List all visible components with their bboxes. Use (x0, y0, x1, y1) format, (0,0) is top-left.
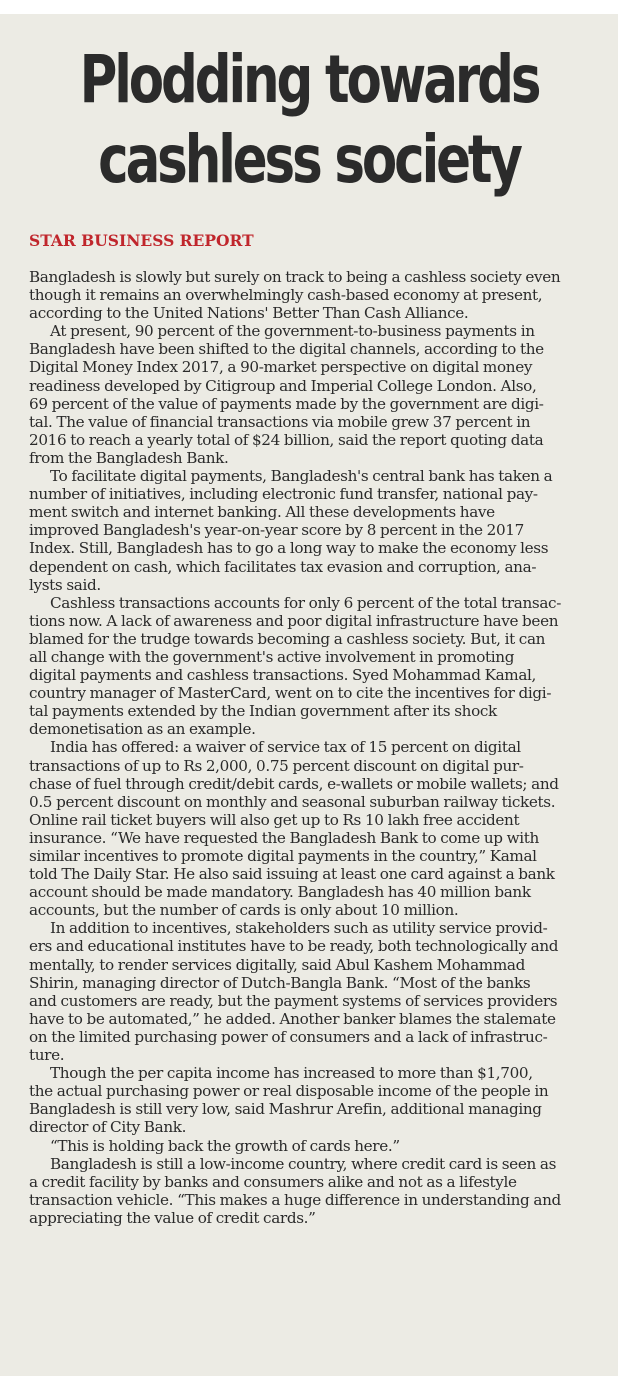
body-text-line: transactions of up to Rs 2,000, 0.75 percent discount on digital pur- (29, 756, 524, 775)
body-text-line: ment switch and internet banking. All these developments have (29, 503, 495, 522)
headline (68, 40, 550, 200)
body-text-line: on the limited purchasing power of consumers and a lack of infrastruc- (29, 1027, 548, 1046)
body-text-line: tions now. A lack of awareness and poor digital infrastructure have been (29, 611, 559, 630)
paragraph-first-line: “This is holding back the growth of cards here.” (50, 1136, 400, 1155)
body-text-line: accounts, but the number of cards is only about 10 million. (29, 901, 459, 920)
body-text-line: Bangladesh have been shifted to the digital channels, according to the (29, 340, 544, 359)
body-text-line: blamed for the trudge towards becoming a cashless society. But, it can (29, 629, 546, 648)
body-text-line: lysts said. (29, 575, 101, 594)
body-text-line: tal. The value of financial transactions via mobile grew 37 percent in (29, 412, 531, 431)
body-text-line: improved Bangladesh's year-on-year score by 8 percent in the 2017 (29, 521, 524, 540)
paragraph-first-line: In addition to incentives, stakeholders such as utility service provid- (50, 919, 548, 938)
body-text-line: Shirin, managing director of Dutch-Bangla Bank. “Most of the banks (29, 973, 531, 992)
body-text-line: ture. (29, 1046, 65, 1065)
body-text-line: transaction vehicle. “This makes a huge difference in understanding and (29, 1190, 561, 1209)
body-text-line: number of initiatives, including electronic fund transfer, national pay- (29, 485, 538, 504)
body-text-line: 0.5 percent discount on monthly and seasonal suburban railway tickets. (29, 792, 556, 811)
body-text-line: have to be automated,” he added. Another banker blames the stalemate (29, 1009, 556, 1028)
body-text-line: Index. Still, Bangladesh has to go a long way to make the economy less (29, 539, 549, 558)
body-text-line: chase of fuel through credit/debit cards, e-wallets or mobile wallets; and (29, 774, 559, 793)
body-text-line: country manager of MasterCard, went on to cite the incentives for digi- (29, 684, 552, 703)
article-body (29, 268, 589, 1227)
paragraph-first-line: Bangladesh is still a low-income country, where credit card is seen as (50, 1154, 557, 1173)
paragraph-first-line: To facilitate digital payments, Bangladesh's central bank has taken a (50, 467, 553, 486)
body-text-line: 69 percent of the value of payments made by the government are digi- (29, 394, 544, 413)
body-text-line: a credit facility by banks and consumers alike and not as a lifestyle (29, 1172, 517, 1191)
body-text-line: mentally, to render services digitally, said Abul Kashem Mohammad (29, 955, 525, 974)
page-margin (618, 0, 628, 1376)
body-text-line: Bangladesh is still very low, said Mashrur Arefin, additional managing (29, 1100, 542, 1119)
body-text-line: Bangladesh is slowly but surely on track to being a cashless society even (29, 268, 561, 286)
body-text-line: readiness developed by Citigroup and Imperial College London. Also, (29, 376, 537, 395)
body-text-line: tal payments extended by the Indian government after its shock (29, 702, 497, 721)
body-text-line: though it remains an overwhelmingly cash-based economy at present, (29, 286, 543, 305)
paragraph-first-line: Though the per capita income has increased to more than $1,700, (50, 1064, 533, 1083)
paragraph-first-line: At present, 90 percent of the government-to-business payments in (50, 322, 535, 341)
body-text-line: account should be made mandatory. Bangladesh has 40 million bank (29, 883, 531, 902)
byline: STAR BUSINESS REPORT (29, 231, 254, 250)
body-text-line: digital payments and cashless transactions. Syed Mohammad Kamal, (29, 666, 537, 685)
body-text-line: appreciating the value of credit cards.” (29, 1208, 316, 1227)
body-text-line: director of City Bank. (29, 1118, 187, 1137)
headline-line: Plodding towards (79, 41, 539, 118)
body-text-line: the actual purchasing power or real disposable income of the people in (29, 1082, 549, 1101)
body-text-line: from the Bangladesh Bank. (29, 448, 229, 467)
body-text-line: and customers are ready, but the payment systems of services providers (29, 991, 558, 1010)
body-text-line: according to the United Nations' Better Than Cash Alliance. (29, 304, 469, 323)
paragraph-first-line: Cashless transactions accounts for only 6 percent of the total transac- (50, 593, 561, 612)
body-text-line: dependent on cash, which facilitates tax evasion and corruption, ana- (29, 557, 537, 576)
body-text-line: told The Daily Star. He also said issuing at least one card against a bank (29, 865, 555, 884)
body-text-line: Digital Money Index 2017, a 90-market perspective on digital money (29, 358, 533, 377)
body-text-line: 2016 to reach a yearly total of $24 billion, said the report quoting data (29, 430, 544, 449)
headline-line: cashless society (98, 121, 520, 198)
body-text-line: Online rail ticket buyers will also get up to Rs 10 lakh free accident (29, 810, 520, 829)
body-text-line: demonetisation as an example. (29, 720, 256, 739)
body-text-line: ers and educational institutes have to be ready, both technologically and (29, 937, 559, 956)
body-text-line: all change with the government's active involvement in promoting (29, 647, 515, 666)
body-text-line: similar incentives to promote digital payments in the country,” Kamal (29, 847, 537, 865)
body-text-line: insurance. “We have requested the Bangladesh Bank to come up with (29, 828, 539, 847)
paragraph-first-line: India has offered: a waiver of service tax of 15 percent on digital (50, 738, 521, 757)
